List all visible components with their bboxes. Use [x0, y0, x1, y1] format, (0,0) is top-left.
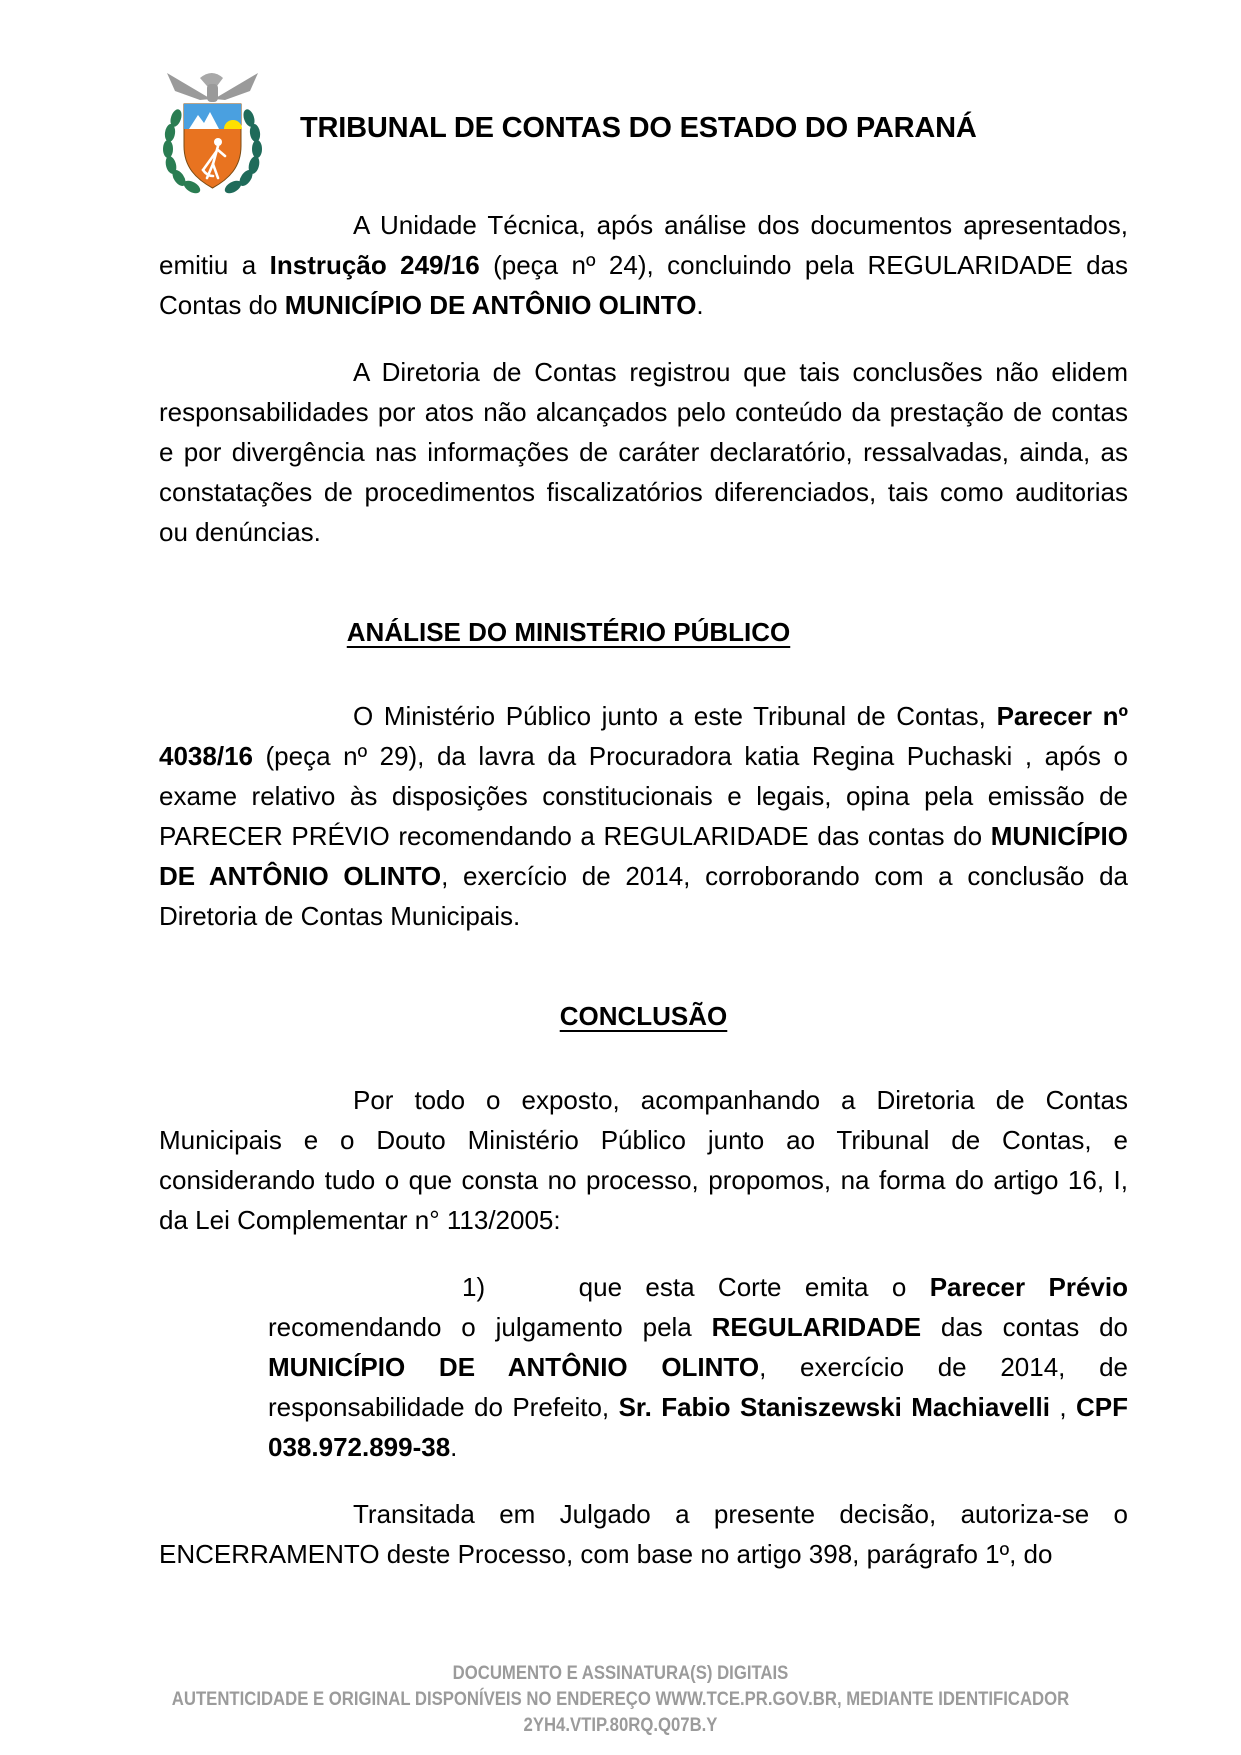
paragraph-diretoria-contas: A Diretoria de Contas registrou que tais conclusões não elidem responsabilidades por atos não alcançados pelo conteúdo da prestação de contas e por divergência nas informações de caráter declaratório, ressalvadas, ainda, as constatações de procedimentos fiscalizatórios diferenciados, tais como auditorias ou denúncias. — [159, 357, 1128, 547]
section-heading-analise-ministerio-publico: ANÁLISE DO MINISTÉRIO PÚBLICO — [346, 617, 791, 647]
paragraph-unidade-tecnica: A Unidade Técnica, após análise dos documentos apresentados, emitiu a Instrução 249/16 (peça nº 24), concluindo pela REGULARIDADE das Contas do MUNICÍPIO DE ANTÔNIO OLINTO. — [159, 210, 1128, 320]
document-title: TRIBUNAL DE CONTAS DO ESTADO DO PARANÁ — [300, 112, 977, 144]
document-body — [159, 205, 1128, 1601]
list-item-1-parecer-previo: 1) que esta Corte emita o Parecer Prévio recomendando o julgamento pela REGULARIDADE das contas do MUNICÍPIO DE ANTÔNIO OLINTO, exercício de 2014, de responsabilidade do Prefeito, Sr. Fabio Staniszewski Machiavelli , CPF 038.972.899-38. — [268, 1272, 1129, 1462]
parana-coat-of-arms-icon — [155, 66, 270, 194]
footer-authenticity-line: AUTENTICIDADE E ORIGINAL DISPONÍVEIS NO ENDEREÇO WWW.TCE.PR.GOV.BR, MEDIANTE IDENTIFICADOR 2YH4.VTIP.80RQ.Q07B.Y — [171, 1689, 1070, 1736]
paragraph-transitada-julgado: Transitada em Julgado a presente decisão, autoriza-se o ENCERRAMENTO deste Processo, com base no artigo 398, parágrafo 1º, do — [159, 1499, 1128, 1569]
footer-digital-signature-line: DOCUMENTO E ASSINATURA(S) DIGITAIS — [452, 1663, 789, 1684]
paragraph-ministerio-publico: O Ministério Público junto a este Tribunal de Contas, Parecer nº 4038/16 (peça nº 29), da lavra da Procuradora katia Regina Puchaski , após o exame relativo às disposições constitucionais e legais, opina pela emissão de PARECER PRÉVIO recomendando a REGULARIDADE das contas do MUNICÍPIO DE ANTÔNIO OLINTO, exercício de 2014, corroborando com a conclusão da Diretoria de Contas Municipais. — [159, 701, 1129, 931]
paragraph-por-todo-exposto: Por todo o exposto, acompanhando a Diretoria de Contas Municipais e o Douto Ministério Público junto ao Tribunal de Contas, e considerando tudo o que consta no processo, propomos, na forma do artigo 16, I, da Lei Complementar n° 113/2005: — [159, 1085, 1128, 1235]
section-heading-conclusao: CONCLUSÃO — [559, 1001, 728, 1031]
document-footer — [74, 1661, 1166, 1739]
document-header — [155, 66, 1141, 198]
